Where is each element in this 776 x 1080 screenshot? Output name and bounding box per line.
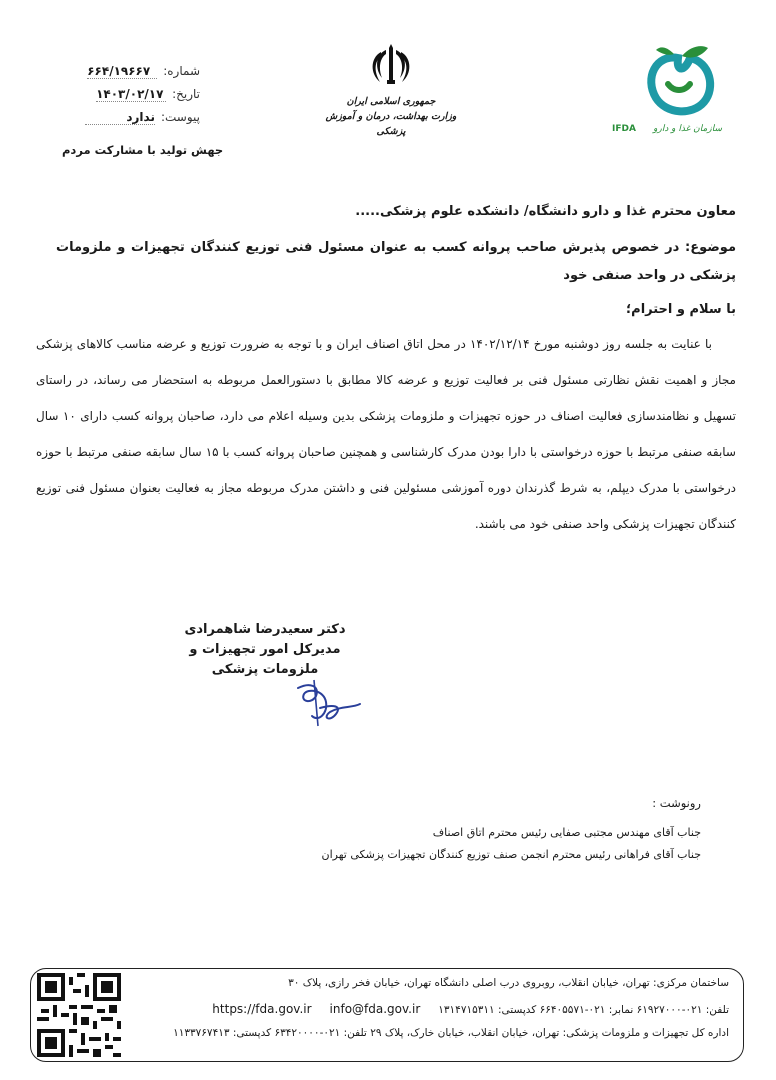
qr-code-icon xyxy=(37,973,121,1057)
fda-logo-icon xyxy=(612,40,722,126)
footer-box xyxy=(30,968,744,1062)
footer-contact-row xyxy=(212,1002,729,1016)
footer-email[interactable]: info@fda.gov.ir xyxy=(329,1002,421,1016)
letter-body: با عنایت به جلسه روز دوشنبه مورخ ۱۴۰۲/۱۲/۱۴ در محل اتاق اصناف ایران و با توجه به ضرورت توزیع و عرضه مناسب کالاهای پزشکی مجاز و اهمیت نقش نظارتی مسئول فنی بر فعالیت توزیع و عرضه کالا مطابق با دستورالعمل مربوطه به استحضار می رساند، در راستای تسهیل و نظامندسازی فعالیت اصناف در حوزه تجهیزات و ملزومات پزشکی بدین وسیله اعلام می دارد، صاحبان پروانه کسب دارای ۱۰ سال سابقه صنفی مرتبط با حوزه درخواستی با دارا بودن مدرک کارشناسی و همچنین صاحبان پروانه کسب با ۱۵ سال سابقه صنفی مرتبط با حوزه درخواستی با مدرک دیپلم، به شرط گذرندان دوره آموزشی مسئولین فنی و داشتن مدرک مربوطه مجاز به فعالیت بعنوان مسئول فنی توزیع کنندگان تجهیزات پزشکی واحد صنفی خود می باشند. xyxy=(36,337,736,531)
signature-block xyxy=(160,620,370,734)
signer-title: مدیرکل امور تجهیزات و ملزومات پزشکی xyxy=(189,642,341,677)
iran-emblem-icon xyxy=(336,40,446,94)
fda-abbrev: IFDA xyxy=(612,124,636,134)
emblem-line1: جمهوری اسلامی ایران xyxy=(346,96,436,107)
slogan: جهش تولید با مشارکت مردم xyxy=(62,143,224,157)
fda-caption: سازمان غذا و دارو xyxy=(653,124,722,134)
date-label: تاریخ: xyxy=(172,87,200,101)
handwritten-signature-icon xyxy=(160,678,370,734)
cc-list xyxy=(322,822,701,866)
cc-title: رونوشت : xyxy=(652,796,701,810)
emblem-line2: وزارت بهداشت، درمان و آموزش پزشکی xyxy=(325,111,457,137)
attachment-row xyxy=(60,110,200,125)
number-value: ۶۶۴/۱۹۶۶۷ xyxy=(87,64,157,79)
footer-website[interactable]: https://fda.gov.ir xyxy=(212,1002,312,1016)
greeting: با سلام و احترام؛ xyxy=(625,302,736,317)
date-value: ۱۴۰۳/۰۲/۱۷ xyxy=(96,87,166,102)
cc-item: جناب آقای فراهانی رئیس محترم انجمن صنف توزیع کنندگان تجهیزات پزشکی تهران xyxy=(321,848,701,861)
subject: موضوع: در خصوص پذیرش صاحب پروانه کسب به عنوان مسئول فنی توزیع کنندگان تجهیزات و ملزومات پزشکی در واحد صنفی خود xyxy=(56,240,736,283)
attachment-label: پیوست: xyxy=(160,110,200,124)
recipient: معاون محترم غذا و دارو دانشگاه/ دانشکده علوم پزشکی..... xyxy=(355,204,736,219)
fda-logo-block xyxy=(612,40,722,134)
attachment-value: ندارد xyxy=(85,110,155,125)
emblem-block xyxy=(325,40,457,139)
letter-meta xyxy=(60,64,200,125)
footer-phones: تلفن: ۰۲۱-۶۱۹۲۷۰۰۰ نمابر: ۰۲۱-۶۶۴۰۵۵۷۱ کدپستی: ۱۳۱۴۷۱۵۳۱۱ xyxy=(438,1004,729,1016)
cc-item: جناب آقای مهندس مجتبی صفایی رئیس محترم اتاق اصناف xyxy=(432,826,701,839)
footer-office: اداره کل تجهیزات و ملزومات پزشکی: تهران، خیابان انقلاب، خیابان خارک، پلاک ۲۹ تلفن: ۰۲۱-۶۳۴۲۰۰۰۰ کدپستی: ۱۱۳۳۷۶۷۴۱۳ xyxy=(173,1027,729,1039)
signer-name: دکتر سعیدرضا شاهمرادی xyxy=(184,622,346,637)
number-label: شماره: xyxy=(163,64,200,78)
number-row xyxy=(60,64,200,79)
footer-address: ساختمان مرکزی: تهران، خیابان انقلاب، روبروی درب اصلی دانشگاه تهران، خیابان فخر رازی، پلاک ۳۰ xyxy=(288,977,729,989)
date-row xyxy=(60,87,200,102)
